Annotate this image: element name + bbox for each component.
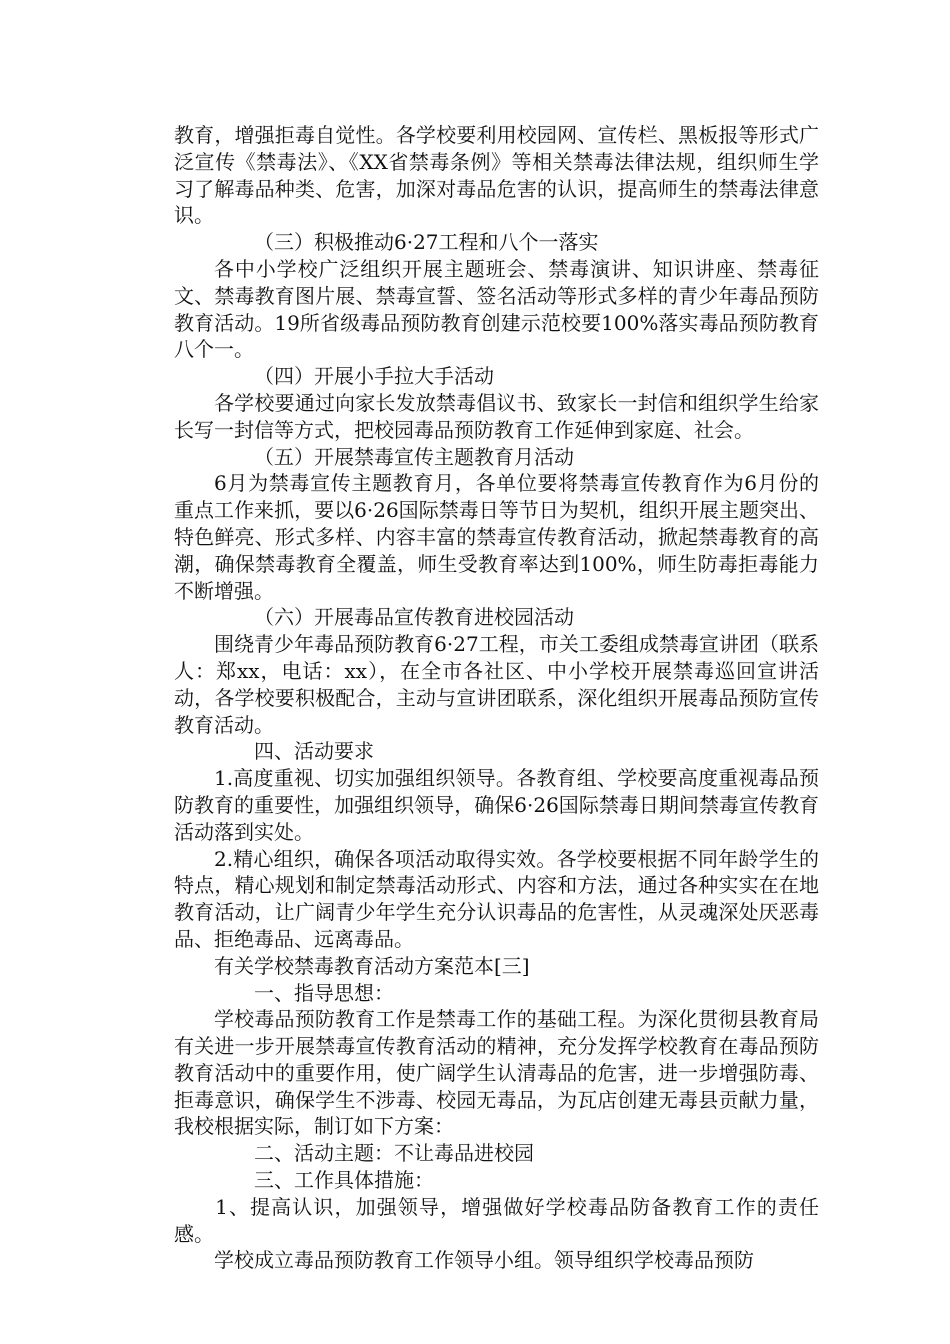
paragraph: 1.高度重视、切实加强组织领导。各教育组、学校要高度重视毒品预防教育的重要性，加强组织领导，确保6·26国际禁毒日期间禁毒宣传教育活动落到实处。 (174, 766, 819, 844)
paragraph: 围绕青少年毒品预防教育6·27工程，市关工委组成禁毒宣讲团（联系人：郑xx，电话：xx），在全市各社区、中小学校开展禁毒巡回宣讲活动，各学校要积极配合，主动与宣讲团联系，深化组织开展毒品预防宣传教育活动。 (174, 632, 819, 737)
section-heading: （五）开展禁毒宣传主题教育月活动 (254, 444, 574, 469)
paragraph: 学校毒品预防教育工作是禁毒工作的基础工程。为深化贯彻县教育局有关进一步开展禁毒宣传教育活动的精神，充分发挥学校教育在毒品预防教育活动中的重要作用，使广阔学生认清毒品的危害，进一步增强防毒、拒毒意识，确保学生不涉毒、校园无毒品，为瓦店创建无毒县贡献力量，我校根据实际，制订如下方案： (174, 1007, 819, 1139)
document-subtitle: 有关学校禁毒教育活动方案范本[三] (214, 953, 530, 978)
paragraph: 各学校要通过向家长发放禁毒倡议书、致家长一封信和组织学生给家长写一封信等方式，把校园毒品预防教育工作延伸到家庭、社会。 (174, 390, 819, 442)
section-heading: 四、活动要求 (254, 739, 374, 764)
paragraph: 6月为禁毒宣传主题教育月，各单位要将禁毒宣传教育作为6月份的重点工作来抓，要以6·26国际禁毒日等节日为契机，组织开展主题突出、特色鲜亮、形式多样、内容丰富的禁毒宣传教育活动，掀起禁毒教育的高潮，确保禁毒教育全覆盖，师生受教育率达到100%，师生防毒拒毒能力不断增强。 (174, 471, 819, 603)
section-heading: 一、指导思想： (254, 980, 394, 1005)
section-heading: 二、活动主题：不让毒品进校园 (254, 1141, 534, 1166)
paragraph: 教育，增强拒毒自觉性。各学校要利用校园网、宣传栏、黑板报等形式广泛宣传《禁毒法》、《XX省禁毒条例》等相关禁毒法律法规，组织师生学习了解毒品种类、危害，加深对毒品危害的认识，提高师生的禁毒法律意识。 (174, 123, 819, 228)
section-heading: 三、工作具体措施： (254, 1168, 434, 1193)
section-heading: （三）积极推动6·27工程和八个一落实 (254, 230, 599, 255)
section-heading: （四）开展小手拉大手活动 (254, 364, 494, 389)
paragraph: 1、提高认识，加强领导，增强做好学校毒品防备教育工作的责任感。 (174, 1194, 819, 1246)
document-body (174, 122, 819, 1274)
paragraph: 学校成立毒品预防教育工作领导小组。领导组织学校毒品预防 (214, 1248, 754, 1273)
paragraph: 各中小学校广泛组织开展主题班会、禁毒演讲、知识讲座、禁毒征文、禁毒教育图片展、禁毒宣誓、签名活动等形式多样的青少年毒品预防教育活动。19所省级毒品预防教育创建示范校要100%落实毒品预防教育八个一。 (174, 256, 819, 362)
paragraph: 2.精心组织，确保各项活动取得实效。各学校要根据不同年龄学生的特点，精心规划和制定禁毒活动形式、内容和方法，通过各种实实在在地教育活动，让广阔青少年学生充分认识毒品的危害性，从灵魂深处厌恶毒品、拒绝毒品、远离毒品。 (174, 846, 819, 951)
section-heading: （六）开展毒品宣传教育进校园活动 (254, 605, 574, 630)
